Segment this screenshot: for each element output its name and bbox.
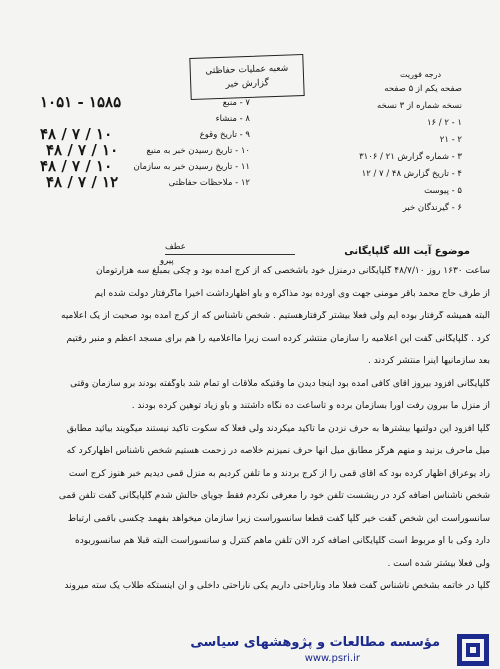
left-field-label-10: ۱۰ - تاریخ رسیدن خبر به منبع <box>146 146 250 156</box>
stamp-line-2: گزارش خبر <box>225 78 270 90</box>
subject-line: موضوع آیت الله گلپایگانی <box>344 246 470 257</box>
institute-name: مؤسسه مطالعات و پژوهشهای سیاسی <box>190 635 440 650</box>
degree-label: درجه فوریت <box>400 70 442 79</box>
left-field-label-12: ۱۲ - ملاحظات حفاظتی <box>168 178 250 188</box>
right-field-3: ۱ - ۲ / ۱۶ <box>426 118 462 128</box>
left-field-label-11: ۱۱ - تاریخ رسیدن خبر به سازمان <box>133 162 250 172</box>
institute-logo-icon <box>456 633 490 667</box>
left-field-label-7: ۷ - منبع <box>222 98 250 108</box>
left-field-value-7: ۱۰۵۱ - ۱۵۸۵ <box>40 93 122 111</box>
body-line: ساعت ۱۶۳۰ روز ۴۸/۷/۱۰ گلپایگانی درمنزل خود باشخصی که از کرج آمده بود و چکی بمبلغ سه هزارتومان <box>96 266 490 276</box>
body-line: بعد سازمانیها اینرا منتشر کردند . <box>368 356 490 366</box>
body-line: سانسوراست این شخص گفت خیر گلپا گفت قطعا سانسوراست زیرا سازمان میخواهد بفهمد چکسی باقمی ارتباط <box>67 513 490 524</box>
peiro-label: پیرو <box>160 256 174 266</box>
body-line: گلپا در خاتمه بشخص ناشناس گفت فعلا ماد وناراحتی داریم یکی ناراحتی داخلی و آن اینستکه طلاب یک سته میروند <box>64 581 490 591</box>
right-field-4: ۲ - ۲۱ <box>439 135 462 145</box>
body-line: گلپایگانی افزود بیروز آقای کافی آمده بود اینجا دیدن ما وقتیکه ملاقات او تمام شد باوگفته بودند برو سازمان وقتی <box>70 378 490 389</box>
classification-stamp <box>189 54 304 100</box>
atf-label: عطف <box>165 242 186 252</box>
left-field-label-8: ۸ - منشاء <box>215 114 250 124</box>
left-field-label-9: ۹ - تاریخ وقوع <box>199 130 250 140</box>
body-line: دارد وکی با او مربوط است گلپایگانی اضافه کرد الان تلفن ماهم کنترل و سانسوراست البته قبلا هم سانسوربوده <box>75 536 490 546</box>
divider <box>165 254 295 255</box>
body-line: میل ماحرف بزنید و منهم هرگز مطابق میل آنها حرف نمیزنم خلاصه در زحمت هستیم شخص ناشناس اظهارکرد که <box>66 446 490 456</box>
body-line: از طرف حاج محمد باقر مومنی جهت وی آورده بود مذاکره و باو اظهارداشت اخیرا ماگرفتار دولت شده ایم <box>94 288 490 299</box>
footer <box>0 631 500 669</box>
right-field-6: ۴ - تاریخ گزارش ۴۸ / ۷ / ۱۲ <box>361 169 462 179</box>
right-field-7: ۵ - پیوست <box>424 186 462 196</box>
body-line: البته همیشه گرفتار بوده ایم ولی فعلا بیشتر گرفتارهستیم . شخص ناشناس که از کرج آمده بود صحبت از یک اعلامیه <box>61 311 490 321</box>
body-line: ولی فعلا بیشتر شده است . <box>387 558 490 569</box>
body-line: از منزل ما بیرون رفت اورا بسازمان برده و تاساعت ده نگاه داشتند و باو زیاد توهین کرده بودند . <box>131 401 490 411</box>
body-line: شخص ناشناس اضافه کرد در ریشست تلفن خود را معرفی نکردم فقط جویای حالش شدم گلپایگانی گفت تلفن قمی <box>58 491 490 501</box>
left-field-value-12: ۴۸ / ۷ / ۱۲ <box>46 173 119 191</box>
left-field-value-11: ۴۸ / ۷ / ۱۰ <box>40 157 113 175</box>
institute-url: www.psri.ir <box>304 653 360 664</box>
left-field-value-9: ۴۸ / ۷ / ۱۰ <box>40 125 113 143</box>
right-field-2: نسخه شماره از ۳ نسخه <box>376 101 462 111</box>
right-field-1: صفحه یکم از ۵ صفحه <box>384 84 462 94</box>
body-line: کرد . گلپایگانی گفت این اعلامیه را سازمان منتشر کرده است زیرا مااعلامیه را هم برای مسجد اعظم و منبر رفتیم <box>66 333 490 344</box>
body-line: گلپا افزود این دولتیها بیشترها به حرف نزدن ما تاکید میکردند ولی فعلا که سکوت تاکید نیستند میگویند بیائید مطابق <box>66 423 490 434</box>
body-line: راد یوعراق اظهار کرده بود که آقای قمی را از کرج بردند و ما تلفن کردیم به منزل قمی دیدیم خبر هنوز کرج است <box>68 468 490 479</box>
stamp-line-1: شعبه عملیات حفاظتی <box>205 63 289 77</box>
right-field-5: ۳ - شماره گزارش ۲۱ / ۳۱۰۶ <box>359 152 462 162</box>
left-field-value-10: ۴۸ / ۷ / ۱۰ <box>46 141 119 159</box>
right-field-8: ۶ - گیرندگان خبر <box>402 203 462 213</box>
